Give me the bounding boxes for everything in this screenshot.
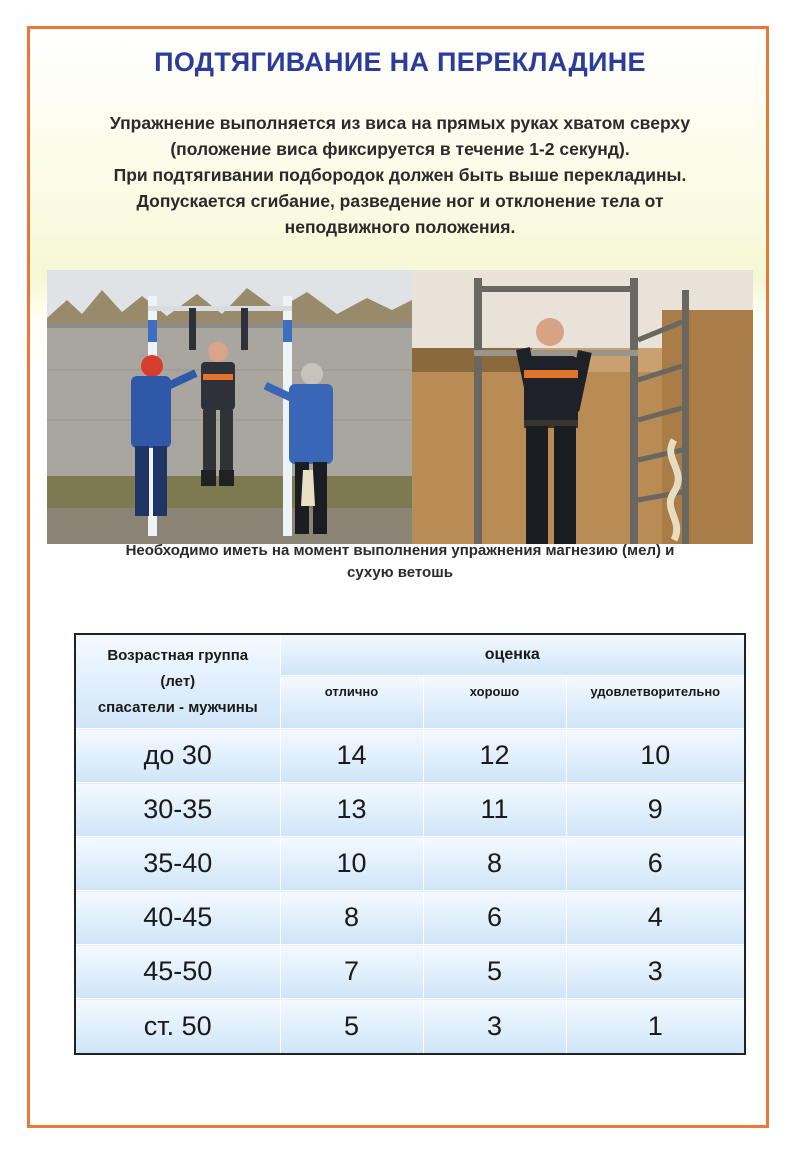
- value-cell: 14: [280, 729, 423, 783]
- age-cell: 45-50: [75, 945, 280, 999]
- value-cell: 13: [280, 783, 423, 837]
- page-title: ПОДТЯГИВАНИЕ НА ПЕРЕКЛАДИНЕ: [154, 47, 646, 77]
- norms-table: [74, 633, 746, 1055]
- grade-header: оценка: [280, 634, 745, 676]
- grade-excellent-header: отлично: [280, 676, 423, 729]
- value-cell: 3: [423, 999, 566, 1054]
- photo-indoor-pullup: [412, 270, 753, 544]
- age-cell: 35-40: [75, 837, 280, 891]
- intro-line: Упражнение выполняется из виса на прямых руках хватом сверху: [109, 113, 691, 133]
- value-cell: 7: [280, 945, 423, 999]
- value-cell: 12: [423, 729, 566, 783]
- value-cell: 3: [566, 945, 745, 999]
- value-cell: 8: [280, 891, 423, 945]
- table-row: [75, 945, 745, 999]
- age-header-line: (лет): [160, 672, 196, 690]
- grade-good-header: хорошо: [423, 676, 566, 729]
- age-header-line: спасатели - мужчины: [97, 698, 258, 716]
- table-row: [75, 729, 745, 783]
- value-cell: 9: [566, 783, 745, 837]
- intro-line: (положение виса фиксируется в течение 1-2 секунд).: [170, 139, 630, 159]
- equipment-note: [40, 540, 760, 584]
- table-header-row: [75, 634, 745, 676]
- intro-line: Допускается сгибание, разведение ног и отклонение тела от: [136, 191, 664, 211]
- photo-outdoor-pullup: [47, 270, 412, 544]
- value-cell: 8: [423, 837, 566, 891]
- value-cell: 10: [280, 837, 423, 891]
- age-header-line: Возрастная группа: [107, 646, 249, 664]
- age-group-header: [75, 634, 280, 729]
- value-cell: 10: [566, 729, 745, 783]
- age-cell: до 30: [75, 729, 280, 783]
- age-cell: ст. 50: [75, 999, 280, 1054]
- value-cell: 1: [566, 999, 745, 1054]
- note-line: Необходимо иметь на момент выполнения упражнения магнезию (мел) и: [125, 542, 675, 559]
- table-row: [75, 783, 745, 837]
- intro-text: [40, 110, 760, 240]
- value-cell: 6: [423, 891, 566, 945]
- value-cell: 6: [566, 837, 745, 891]
- table-row: [75, 891, 745, 945]
- intro-line: неподвижного положения.: [284, 217, 516, 237]
- age-cell: 40-45: [75, 891, 280, 945]
- grade-satisfactory-header: удовлетворительно: [566, 676, 745, 729]
- value-cell: 11: [423, 783, 566, 837]
- table-row: [75, 999, 745, 1054]
- intro-line: При подтягивании подбородок должен быть выше перекладины.: [113, 165, 687, 185]
- value-cell: 5: [423, 945, 566, 999]
- value-cell: 5: [280, 999, 423, 1054]
- value-cell: 4: [566, 891, 745, 945]
- age-cell: 30-35: [75, 783, 280, 837]
- table-row: [75, 837, 745, 891]
- note-line: сухую ветошь: [347, 564, 453, 581]
